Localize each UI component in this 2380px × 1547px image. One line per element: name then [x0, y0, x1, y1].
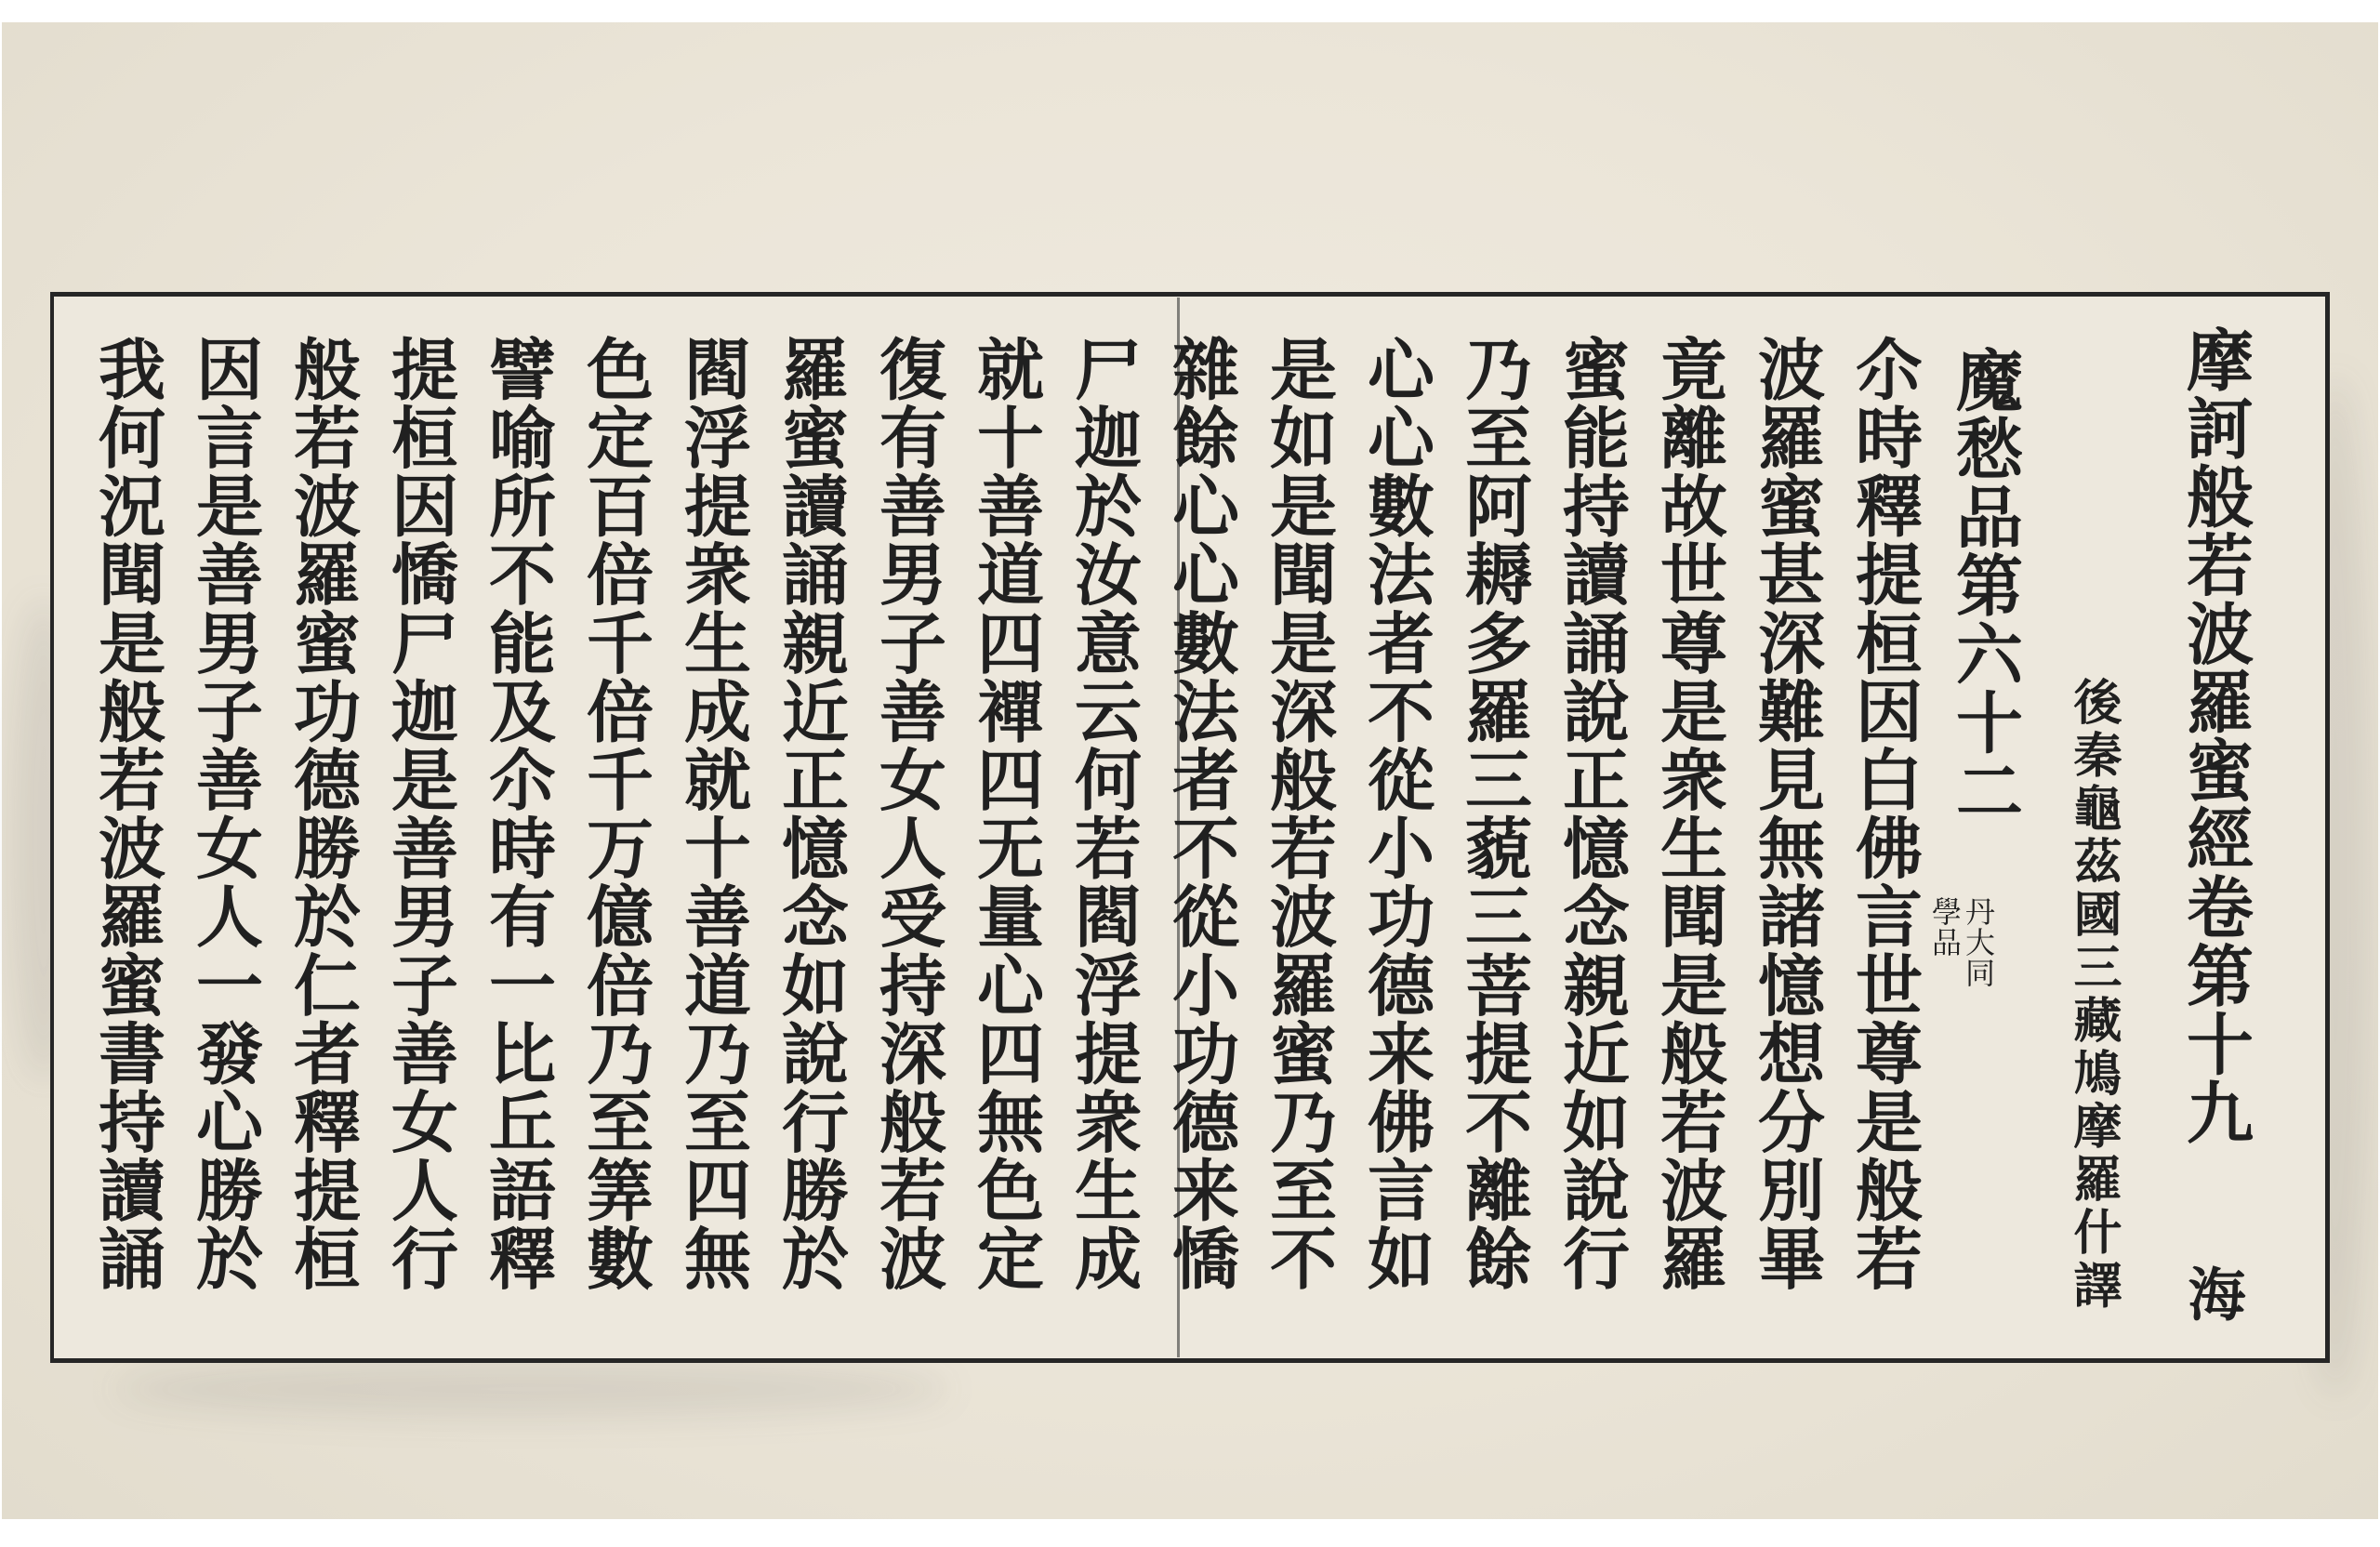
text-column: 譬喻所不能及尒時有一比丘語釋 [478, 335, 557, 1293]
text-column: 心心數法者不從小功德来佛言如 [1356, 335, 1435, 1293]
text-column: 尸迦於汝意云何若閻浮提衆生成 [1064, 335, 1143, 1293]
text-column: 提桓因憍尸迦是善男子善女人行 [380, 335, 459, 1293]
text-column: 色定百倍千倍千万億倍乃至筭數 [575, 335, 654, 1293]
text-column: 就十善道四襌四无量心四無色定 [966, 335, 1045, 1293]
text-column: 羅蜜讀誦親近正憶念如說行勝於 [771, 335, 850, 1293]
chapter-heading: 魔愁品第六十二 [1945, 346, 2024, 826]
series-mark: 海 [2178, 1264, 2246, 1322]
text-column: 閻浮提衆生成就十善道乃至四無 [673, 335, 752, 1293]
translator-line: 後秦龜茲國三藏鳩摩羅什譯 [2065, 677, 2122, 1313]
text-column: 是如是聞是深般若波羅蜜乃至不 [1259, 335, 1338, 1293]
text-column: 因言是善男子善女人一發心勝於 [185, 335, 264, 1293]
chapter-note-2: 學品 [1927, 896, 1963, 958]
text-column: 我何況聞是般若波羅蜜書持讀誦 [87, 335, 166, 1293]
text-column: 乃至阿耨多羅三藐三菩提不離餘 [1454, 335, 1533, 1293]
text-column: 復有善男子善女人受持深般若波 [868, 335, 947, 1293]
ink-smudge [113, 1361, 950, 1417]
text-column: 竟離故世尊是衆生聞是般若波羅 [1649, 335, 1728, 1293]
text-column: 雜餘心心數法者不從小功德来憍 [1161, 335, 1240, 1293]
chapter-note-1: 丹大同 [1961, 896, 1996, 988]
text-column: 波羅蜜甚深難見無諸憶想分別畢 [1747, 335, 1826, 1293]
sutra-title: 摩訶般若波羅蜜經卷第十九 [2175, 325, 2254, 1147]
text-column: 蜜能持讀誦說正憶念親近如說行 [1552, 335, 1631, 1293]
text-column: 般若波羅蜜功德勝於仁者釋提桓 [283, 335, 362, 1293]
text-column: 尒時釋提桓因白佛言世尊是般若 [1844, 335, 1924, 1293]
